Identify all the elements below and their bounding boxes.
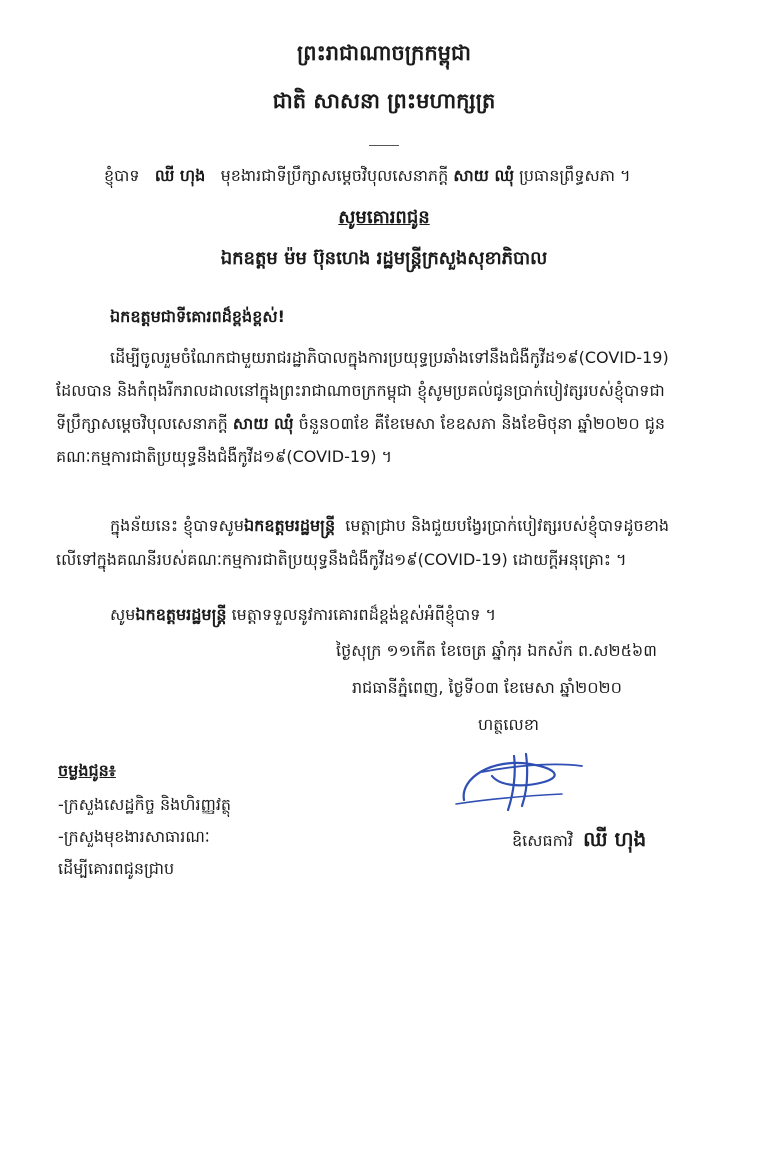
signature-label: ហត្ថលេខា	[478, 715, 539, 734]
signer-title: ឧិសេធកាវិ	[512, 831, 573, 850]
para1-line3-a: ទីប្រឹក្សាសម្តេចវិបុលសេនាភក្តី	[56, 414, 228, 433]
date-lunar: ថ្ងៃសុក្រ ១១កើត ខែចេត្រ ឆ្នាំកុរ ឯកស័ក ព.ស២៥៦៣	[336, 641, 657, 660]
para2-line1	[110, 515, 669, 539]
para3-line	[110, 604, 496, 628]
para2-minister: ឯកឧត្តមរដ្ឋមន្ត្រី	[244, 516, 336, 535]
para1-line3-c: ចំនួន០៣ខែ គឺខែមេសា ខែឧសភា និងខែមិថុនា ឆ្នាំ២០២០ ជូន	[298, 414, 666, 433]
para3-c: មេត្តាទទួលនូវការគោរពដ៏ខ្ពង់ខ្ពស់អំពីខ្ញុំបាទ ។	[231, 605, 497, 624]
salutation: ឯកឧត្តមជាទីគោរពដ៏ខ្ពង់ខ្ពស់!	[110, 307, 285, 326]
para2-line2: លើទៅក្នុងគណនីរបស់គណៈកម្មការជាតិប្រយុទ្ធនឹងជំងឺកូវីដ១៩(COVID-19) ដោយក្តីអនុគ្រោះ ។	[56, 550, 627, 569]
respect-heading: សូមគោរពជូន	[338, 207, 430, 228]
intro-line	[104, 165, 631, 189]
president-name: សាយ ឈុំ	[453, 166, 514, 185]
recipient-heading: ឯកឧត្តម ម៉ម ប៊ុនហេង រដ្ឋមន្ត្រីក្រសួងសុខាភិបាល	[220, 248, 548, 269]
motto-heading: ជាតិ សាសនា ព្រះមហាក្សត្រ	[272, 89, 496, 113]
heading-divider	[369, 145, 399, 146]
intro-mid: មុខងារជាទីប្រឹក្សាសម្តេចវិបុលសេនាភក្តី	[220, 166, 449, 185]
para1-line4: គណៈកម្មការជាតិប្រយុទ្ធនឹងជំងឺកូវីដ១៩(COVID-19) ។	[56, 447, 393, 466]
date-place: រាជធានីភ្នំពេញ, ថ្ងៃទី០៣ ខែមេសា ឆ្នាំ២០២០	[352, 678, 622, 697]
para2-line1-a: ក្នុងន័យនេះ ខ្ញុំបាទសូម	[110, 516, 244, 535]
signer-block	[512, 826, 646, 856]
intro-post: ប្រធានព្រឹទ្ធសភា ។	[519, 166, 631, 185]
cc-item: -ក្រសួងសេដ្ឋកិច្ច និងហិរញ្ញវត្ថុ	[58, 795, 232, 814]
cc-item: -ក្រសួងមុខងារសាធារណៈ	[58, 827, 210, 846]
cc-title: ចម្លងជូន៖	[58, 761, 116, 780]
para1-line3	[56, 413, 665, 437]
para1-president: សាយ ឈុំ	[232, 414, 294, 433]
intro-pre: ខ្ញុំបាទ	[104, 166, 140, 185]
cc-item: ដើម្បីគោរពជូនជ្រាប	[58, 859, 175, 878]
signer-name: ឈី ហុង	[583, 827, 647, 851]
kingdom-heading: ព្រះរាជាណាចក្រកម្ពុជា	[296, 41, 471, 65]
para3-minister: ឯកឧត្តមរដ្ឋមន្ត្រី	[135, 605, 227, 624]
para3-a: សូម	[110, 605, 136, 624]
para1-line1: ដើម្បីចូលរួមចំណែកជាមួយរាជរដ្ឋាភិបាលក្នុងការប្រយុទ្ធប្រឆាំងទៅនឹងជំងឺកូវីដ១៩(COVID-19)	[110, 348, 669, 367]
para1-line2: ដែលបាន និងកំពុងរីករាលដាលនៅក្នុងព្រះរាជាណាចក្រកម្ពុជា ខ្ញុំសូមប្រគល់ជូនប្រាក់បៀវត្សរបស់ខ្ញុំបាទជា	[56, 381, 665, 400]
para2-line1-c: មេត្តាជ្រាប និងជួយបង្វែរប្រាក់បៀវត្សរបស់ខ្ញុំបាទដូចខាង	[345, 516, 670, 535]
handwritten-signature	[452, 748, 592, 818]
sender-name: ឈី ហុង	[154, 166, 206, 185]
